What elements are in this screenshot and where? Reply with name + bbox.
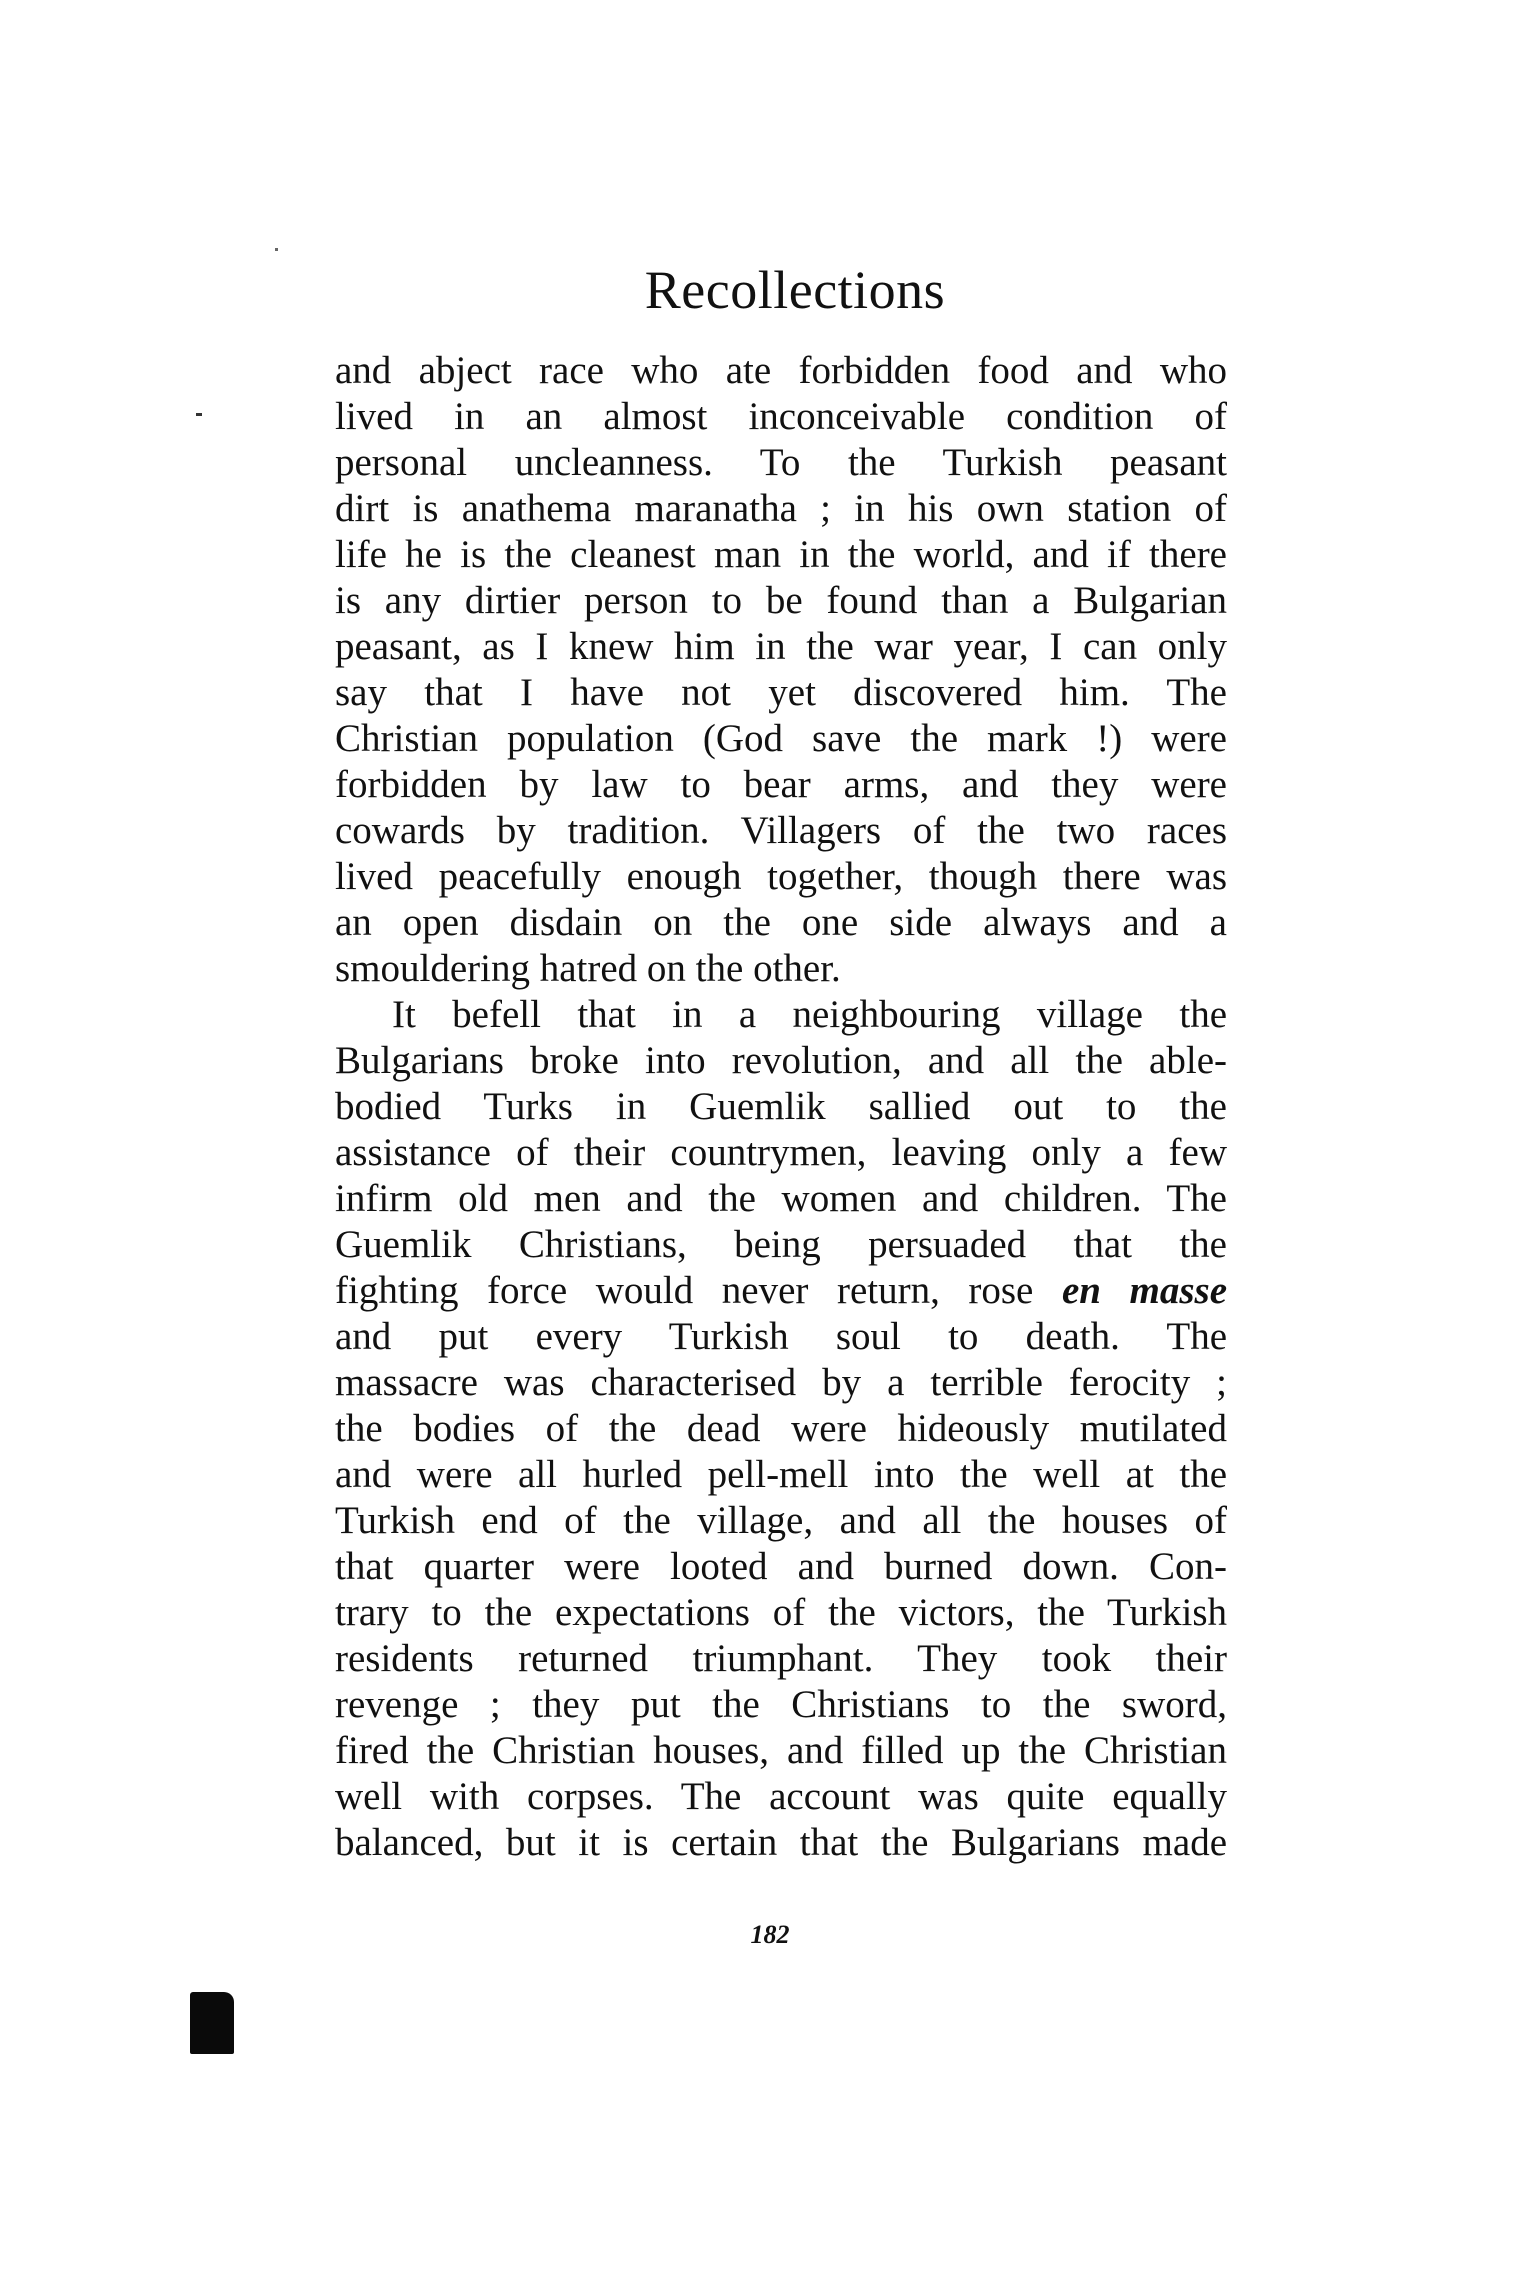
text-line: that quarter were looted and burned down. Con- — [335, 1545, 1227, 1588]
scan-speck — [275, 248, 278, 251]
text-line: peasant, as I knew him in the war year, I can only — [335, 625, 1227, 668]
italic-phrase: en masse — [1061, 1269, 1228, 1312]
scan-blot — [190, 1992, 234, 2054]
body-text — [335, 348, 1227, 1866]
text-line: well with corpses. The account was quite equally — [335, 1775, 1227, 1818]
text-line: infirm old men and the women and children. The — [335, 1177, 1227, 1220]
text-line: cowards by tradition. Villagers of the two races — [335, 809, 1227, 852]
text-line: the bodies of the dead were hideously mutilated — [335, 1407, 1227, 1450]
text-line: Bulgarians broke into revolution, and all the able- — [335, 1039, 1227, 1082]
text-line: forbidden by law to bear arms, and they were — [335, 763, 1227, 806]
text-line: lived in an almost inconceivable condition of — [335, 395, 1227, 438]
text-line: Christian population (God save the mark !) were — [335, 717, 1227, 760]
text-line: is any dirtier person to be found than a Bulgarian — [335, 579, 1227, 622]
text-line: dirt is anathema maranatha ; in his own station of — [335, 487, 1227, 530]
text-line: smouldering hatred on the other. — [335, 947, 841, 990]
text-line: life he is the cleanest man in the world, and if there — [335, 533, 1227, 576]
text-line: balanced, but it is certain that the Bulgarians made — [335, 1821, 1227, 1864]
page-number: 182 — [750, 1920, 790, 1949]
text-line: Turkish end of the village, and all the houses of — [335, 1499, 1227, 1542]
text-line: Guemlik Christians, being persuaded that the — [335, 1223, 1227, 1266]
text-line: massacre was characterised by a terrible ferocity ; — [335, 1361, 1227, 1404]
text-line: personal uncleanness. To the Turkish peasant — [335, 441, 1227, 484]
text-line: revenge ; they put the Christians to the sword, — [335, 1683, 1227, 1726]
text-line-part: fighting force would never return, rose — [335, 1269, 1034, 1312]
text-line: trary to the expectations of the victors, the Turkish — [335, 1591, 1227, 1634]
text-line: and abject race who ate forbidden food and who — [335, 349, 1227, 392]
text-line — [335, 1268, 1227, 1314]
text-line: bodied Turks in Guemlik sallied out to the — [335, 1085, 1227, 1128]
text-line: lived peacefully enough together, though there was — [335, 855, 1227, 898]
text-line: It befell that in a neighbouring village the — [392, 993, 1227, 1036]
text-line: fired the Christian houses, and filled up the Christian — [335, 1729, 1227, 1772]
text-line: residents returned triumphant. They took their — [335, 1637, 1227, 1680]
text-line: assistance of their countrymen, leaving only a few — [335, 1131, 1227, 1174]
scan-speck — [196, 413, 202, 416]
text-line: and put every Turkish soul to death. The — [335, 1315, 1227, 1358]
text-line: an open disdain on the one side always and a — [335, 901, 1227, 944]
running-title: Recollections — [644, 260, 946, 320]
text-line: and were all hurled pell-mell into the well at the — [335, 1453, 1227, 1496]
text-line: say that I have not yet discovered him. The — [335, 671, 1227, 714]
